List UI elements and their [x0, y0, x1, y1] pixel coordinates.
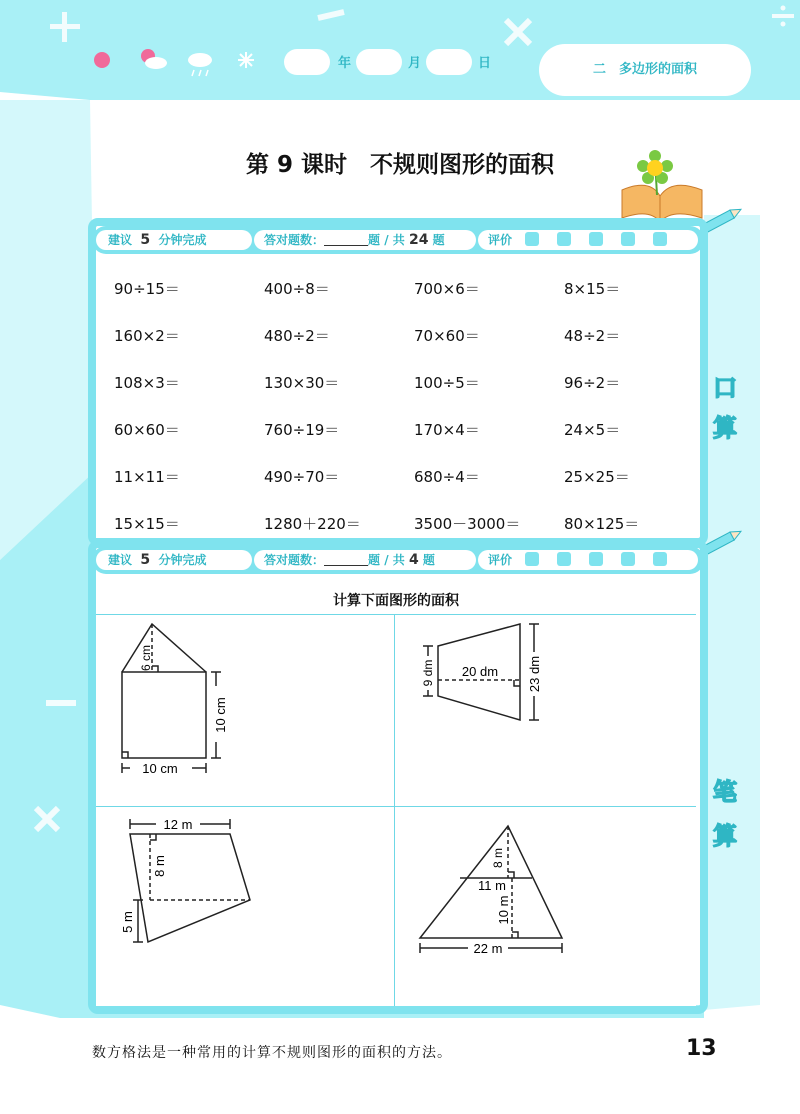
figure-quadrilateral: [112, 816, 262, 946]
oral-question: 48÷2＝: [564, 327, 621, 345]
written-rating-pill: [478, 550, 698, 570]
chapter-badge: 二 多边形的面积: [539, 44, 751, 96]
thumb-icon[interactable]: [621, 552, 635, 566]
written-info-bar: [92, 546, 704, 574]
written-side-label-2: 算: [713, 822, 737, 850]
written-suggest-pill: [96, 550, 252, 570]
oral-side-label-2: 算: [713, 414, 737, 442]
written-side-label-1: 笔: [713, 778, 737, 806]
written-instruction: 计算下面图形的面积: [333, 593, 459, 609]
total-count: 24: [408, 232, 429, 248]
fig3-h1-label: 8 m: [152, 855, 167, 877]
oral-question: 96÷2＝: [564, 374, 621, 392]
fig3-h2-label: 5 m: [120, 911, 135, 933]
footer-tip: 数方格法是一种常用的计算不规则图形的面积的方法。: [92, 1045, 452, 1061]
oral-question: 100÷5＝: [414, 374, 480, 392]
fig1-base-label: 10 cm: [142, 761, 178, 776]
oral-question: 90÷15＝: [114, 280, 180, 298]
oral-suggest-pill: [96, 230, 252, 250]
oral-question: 490÷70＝: [264, 468, 340, 486]
oral-question: 80×125＝: [564, 515, 640, 533]
date-year-box[interactable]: [284, 49, 330, 75]
date-month-label: 月: [408, 56, 422, 71]
fig4-hbottom-label: 10 m: [496, 895, 511, 925]
oral-question: 24×5＝: [564, 421, 621, 439]
grid-divider: [96, 614, 696, 615]
oral-question: 480÷2＝: [264, 327, 330, 345]
oral-question: 11×11＝: [114, 468, 180, 486]
written-correct-pill: [254, 550, 476, 570]
rating-label: 评价: [488, 553, 513, 567]
oral-question: 25×25＝: [564, 468, 630, 486]
oral-correct-pill: [254, 230, 476, 250]
fig2-mid-label: 20 dm: [461, 664, 499, 679]
total-suffix: 题: [422, 553, 435, 567]
oral-question: 3500－3000＝: [414, 515, 521, 533]
grid-divider: [96, 806, 696, 807]
sun-icon: [94, 52, 110, 68]
grid-divider: [394, 614, 395, 1006]
suggest-suffix: 分钟完成: [158, 553, 207, 567]
oral-side-label-1: 口: [713, 374, 737, 402]
figure-trapezoid: [410, 618, 560, 728]
date-year-label: 年: [338, 56, 352, 71]
thumb-icon[interactable]: [653, 232, 667, 246]
oral-question: 400÷8＝: [264, 280, 330, 298]
fig4-mid-label: 11 m: [478, 878, 506, 893]
thumb-icon[interactable]: [525, 232, 539, 246]
oral-question: 130×30＝: [264, 374, 340, 392]
fig1-side-label: 10 cm: [213, 697, 228, 733]
fig1-height-label: 6 cm: [139, 644, 153, 672]
thumb-icon[interactable]: [557, 232, 571, 246]
suggest-minutes: 5: [140, 552, 151, 568]
oral-question: 160×2＝: [114, 327, 180, 345]
fig2-right-label: 23 dm: [527, 655, 542, 693]
rating-label: 评价: [488, 233, 513, 247]
fig4-htop-label: 8 m: [491, 847, 505, 869]
figure-triangle: [412, 818, 572, 966]
suggest-suffix: 分钟完成: [158, 233, 207, 247]
page-number: 13: [686, 1036, 717, 1061]
fig4-base-label: 22 m: [473, 941, 503, 956]
correct-count-blank[interactable]: [324, 551, 368, 566]
total-suffix: 题: [432, 233, 445, 247]
oral-info-bar: [92, 226, 704, 254]
total-label: 题 / 共: [368, 553, 405, 567]
thumb-icon[interactable]: [525, 552, 539, 566]
thumb-icon[interactable]: [653, 552, 667, 566]
oral-question: 60×60＝: [114, 421, 180, 439]
figure-house: [100, 618, 250, 788]
date-month-box[interactable]: [356, 49, 402, 75]
oral-question: 700×6＝: [414, 280, 480, 298]
correct-label: 答对题数：: [264, 553, 325, 567]
suggest-prefix: 建议: [108, 233, 133, 247]
fig2-left-label: 9 dm: [421, 659, 435, 687]
total-label: 题 / 共: [368, 233, 405, 247]
thumb-icon[interactable]: [589, 552, 603, 566]
oral-question: 8×15＝: [564, 280, 621, 298]
suggest-minutes: 5: [140, 232, 151, 248]
suggest-prefix: 建议: [108, 553, 133, 567]
oral-question: 760÷19＝: [264, 421, 340, 439]
date-day-box[interactable]: [426, 49, 472, 75]
thumb-icon[interactable]: [557, 552, 571, 566]
thumb-icon[interactable]: [589, 232, 603, 246]
oral-question: 15×15＝: [114, 515, 180, 533]
oral-question: 108×3＝: [114, 374, 180, 392]
oral-question: 70×60＝: [414, 327, 480, 345]
date-day-label: 日: [478, 56, 492, 71]
correct-count-blank[interactable]: [324, 231, 368, 246]
total-count: 4: [408, 552, 419, 568]
oral-question: 1280＋220＝: [264, 515, 361, 533]
oral-rating-pill: [478, 230, 698, 250]
correct-label: 答对题数：: [264, 233, 325, 247]
oral-question: 170×4＝: [414, 421, 480, 439]
lesson-title: 第 9 课时 不规则图形的面积: [245, 152, 555, 178]
oral-question: 680÷4＝: [414, 468, 480, 486]
thumb-icon[interactable]: [621, 232, 635, 246]
fig3-top-label: 12 m: [163, 817, 193, 832]
